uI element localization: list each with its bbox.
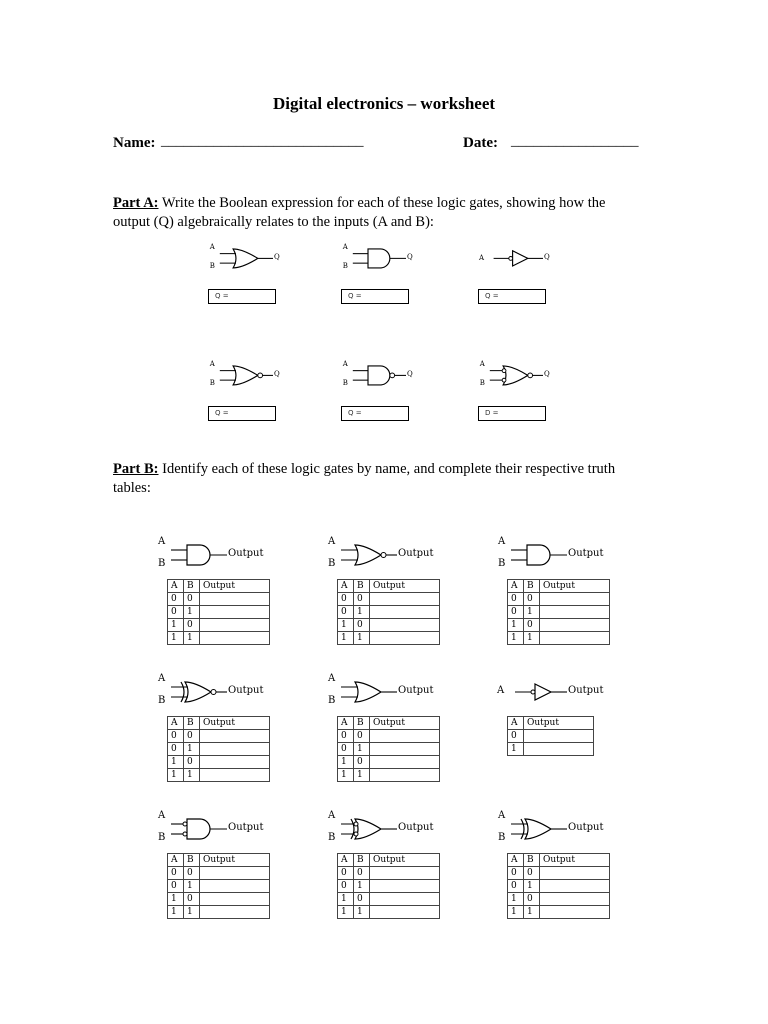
table-row [508,619,610,632]
input-b-label: B [479,378,485,387]
truth-table [337,853,440,919]
input-cell: 0 [508,867,524,880]
header-a: A [168,854,184,867]
input-cell: 0 [168,593,184,606]
input-cell: 1 [508,893,524,906]
table-row [338,756,440,769]
header-b: B [354,717,370,730]
part-b-gate-4 [167,680,287,709]
input-cell: 0 [354,619,370,632]
part-b-gate-5 [337,680,457,709]
input-a-label: A [209,242,215,251]
input-cell: 0 [354,867,370,880]
output-label: Q [273,370,280,379]
output-cell[interactable] [540,619,610,632]
output-cell[interactable] [370,730,440,743]
truth-table [507,853,610,919]
output-cell[interactable] [370,619,440,632]
input-cell: 0 [338,743,354,756]
input-cell: 1 [168,893,184,906]
output-label: Output [398,684,434,696]
output-cell[interactable] [540,880,610,893]
input-cell: 1 [184,632,200,645]
truth-table-header [338,580,440,593]
and-inverted-inputs-gate-symbol [167,817,287,841]
input-a-label: A [328,536,336,547]
table-row [168,880,270,893]
header-a: A [508,854,524,867]
answer-box[interactable]: Q = [341,289,409,304]
input-cell: 1 [184,743,200,756]
output-cell[interactable] [370,743,440,756]
input-a-label: A [328,673,336,684]
output-cell[interactable] [540,867,610,880]
input-b-label: B [158,695,166,706]
table-row [508,906,610,919]
xor-inverted-inputs-gate-symbol [337,817,457,841]
truth-table-header [508,580,610,593]
output-cell[interactable] [200,743,270,756]
header-a: A [168,580,184,593]
output-label: Q [406,253,413,262]
input-cell: 1 [168,769,184,782]
input-cell: 0 [168,880,184,893]
output-cell[interactable] [370,906,440,919]
input-cell: 1 [168,756,184,769]
input-a-label: A [158,810,166,821]
output-cell[interactable] [200,756,270,769]
table-row [508,606,610,619]
output-label: Output [568,821,604,833]
header-output: Output [200,580,270,593]
header-b: B [184,580,200,593]
output-cell[interactable] [370,756,440,769]
input-cell: 1 [508,619,524,632]
header-output: Output [540,854,610,867]
header-b: B [184,717,200,730]
truth-table [167,853,270,919]
output-cell[interactable] [540,893,610,906]
input-b-label: B [498,558,506,569]
output-cell[interactable] [370,880,440,893]
input-a-label: A [498,536,506,547]
output-cell[interactable] [200,632,270,645]
input-cell: 0 [168,867,184,880]
truth-table-header [168,717,270,730]
output-cell[interactable] [200,880,270,893]
input-a-label: A [158,536,166,547]
part-b-gate-6 [507,680,627,709]
input-cell: 0 [354,893,370,906]
input-cell: 1 [524,906,540,919]
header-output: Output [200,854,270,867]
header-a: A [338,854,354,867]
answer-box[interactable]: Q = [208,406,276,421]
input-cell: 0 [184,730,200,743]
input-a-label: A [479,359,485,368]
part-a-text-line1: Write the Boolean expression for each of these logic gates, showing how the [161,195,606,211]
answer-box[interactable]: Q = [208,289,276,304]
truth-table-header [508,717,594,730]
input-cell: 1 [508,632,524,645]
input-a-label: A [342,359,348,368]
output-cell[interactable] [200,906,270,919]
xor-gate-symbol [507,817,627,841]
header-output: Output [370,717,440,730]
table-row [508,632,610,645]
table-row [338,632,440,645]
table-row [508,730,594,743]
part-b-text-line1: Identify each of these logic gates by name, and complete their respective truth [162,461,616,477]
table-row [168,606,270,619]
input-a-label: A [209,359,215,368]
table-row [168,867,270,880]
input-cell: 0 [508,593,524,606]
input-cell: 0 [184,893,200,906]
part-b-gate-8 [337,817,457,846]
part-a-label: Part A: [113,195,159,211]
input-cell: 0 [508,730,524,743]
input-a-label: A [328,810,336,821]
input-cell: 0 [168,606,184,619]
output-label: Q [273,253,280,262]
table-row [338,743,440,756]
truth-table [337,716,440,782]
input-cell: 1 [338,906,354,919]
output-label: Q [543,370,550,379]
input-b-label: B [328,832,336,843]
output-cell[interactable] [200,619,270,632]
input-cell: 1 [338,632,354,645]
truth-table-header [508,854,610,867]
table-row [338,769,440,782]
input-cell: 1 [184,880,200,893]
input-cell: 0 [524,893,540,906]
output-cell[interactable] [370,606,440,619]
input-a-label: A [497,685,505,696]
header-b: B [184,854,200,867]
input-cell: 1 [354,906,370,919]
input-cell: 0 [338,880,354,893]
output-cell[interactable] [370,893,440,906]
and-gate-symbol [167,543,287,567]
input-cell: 1 [354,743,370,756]
part-a-text-line2: output (Q) algebraically relates to the inputs (A and B): [113,214,434,230]
input-cell: 1 [338,769,354,782]
input-cell: 0 [168,730,184,743]
input-cell: 0 [184,619,200,632]
input-cell: 1 [184,906,200,919]
part-b-gate-2 [337,543,457,572]
or-gate-symbol [337,680,457,704]
header-a: A [338,580,354,593]
header-output: Output [200,717,270,730]
table-row [338,880,440,893]
answer-box[interactable]: Q = [341,406,409,421]
output-cell[interactable] [540,593,610,606]
truth-table [167,716,270,782]
input-cell: 0 [184,867,200,880]
xnor-gate-symbol [167,680,287,704]
table-row [338,593,440,606]
input-a-label: A [158,673,166,684]
part-b-text-line2: tables: [113,480,151,496]
output-cell[interactable] [200,769,270,782]
table-row [338,730,440,743]
input-cell: 0 [338,730,354,743]
input-cell: 1 [524,606,540,619]
table-row [508,743,594,756]
output-label: Output [228,547,264,559]
output-label: Output [568,684,604,696]
input-cell: 1 [354,606,370,619]
table-row [168,593,270,606]
table-row [168,743,270,756]
input-cell: 1 [184,606,200,619]
input-cell: 1 [338,756,354,769]
output-cell[interactable] [200,730,270,743]
page-title: Digital electronics – worksheet [272,94,496,113]
truth-table [167,579,270,645]
truth-table-header [168,580,270,593]
answer-box[interactable]: D = [478,406,546,421]
input-cell: 0 [338,867,354,880]
output-cell[interactable] [200,867,270,880]
output-cell[interactable] [524,743,594,756]
truth-table [507,579,610,645]
input-cell: 0 [354,730,370,743]
part-b-instructions [113,460,673,498]
header-b: B [524,854,540,867]
input-cell: 0 [184,593,200,606]
header-a: A [338,717,354,730]
table-row [168,632,270,645]
input-cell: 0 [524,593,540,606]
output-label: Q [406,370,413,379]
date-label: Date: [463,135,498,151]
and-gate-symbol [507,543,627,567]
output-cell[interactable] [200,606,270,619]
table-row [338,606,440,619]
part-b-label: Part B: [113,461,159,477]
input-b-label: B [328,558,336,569]
date-field[interactable]: _________________ [511,133,639,149]
input-cell: 1 [168,632,184,645]
input-a-label: A [342,242,348,251]
output-label: Q [543,253,550,262]
input-cell: 1 [168,906,184,919]
name-label: Name: [113,135,156,151]
output-cell[interactable] [370,632,440,645]
truth-table [337,579,440,645]
table-row [168,619,270,632]
input-cell: 1 [354,880,370,893]
output-cell[interactable] [200,893,270,906]
output-cell[interactable] [540,606,610,619]
table-row [168,756,270,769]
output-label: Output [398,821,434,833]
input-b-label: B [498,832,506,843]
truth-table-header [168,854,270,867]
header-a: A [508,580,524,593]
table-row [338,893,440,906]
header-a: A [508,717,524,730]
part-a-instructions [113,194,673,232]
header-output: Output [370,580,440,593]
input-b-label: B [328,695,336,706]
header-b: B [524,580,540,593]
input-cell: 1 [508,743,524,756]
part-b-gate-9 [507,817,627,846]
input-b-label: B [158,558,166,569]
output-cell[interactable] [540,906,610,919]
truth-table-header [338,854,440,867]
name-field[interactable]: ___________________________ [161,133,364,149]
table-row [338,619,440,632]
header-a: A [168,717,184,730]
part-b-gate-7 [167,817,287,846]
table-row [508,593,610,606]
not-inverted-input-gate-symbol [507,680,627,704]
input-cell: 0 [354,593,370,606]
table-row [168,730,270,743]
input-cell: 1 [338,619,354,632]
input-cell: 1 [354,769,370,782]
output-cell[interactable] [524,730,594,743]
input-b-label: B [342,261,348,270]
part-b-gate-3 [507,543,627,572]
table-row [338,906,440,919]
table-row [168,769,270,782]
output-cell[interactable] [370,867,440,880]
input-a-label: A [479,253,485,262]
table-row [338,867,440,880]
input-b-label: B [209,378,215,387]
part-b-gate-1 [167,543,287,572]
input-b-label: B [209,261,215,270]
output-label: Output [398,547,434,559]
table-row [508,880,610,893]
input-cell: 0 [184,756,200,769]
input-cell: 0 [168,743,184,756]
input-cell: 1 [524,880,540,893]
truth-table [507,716,594,756]
header-output: Output [524,717,594,730]
input-cell: 1 [508,906,524,919]
input-cell: 1 [184,769,200,782]
input-b-label: B [158,832,166,843]
input-cell: 0 [354,756,370,769]
truth-table-header [338,717,440,730]
output-label: Output [228,684,264,696]
table-row [508,893,610,906]
input-cell: 1 [338,893,354,906]
header-b: B [354,580,370,593]
header-b: B [354,854,370,867]
output-cell[interactable] [370,769,440,782]
input-cell: 1 [354,632,370,645]
input-cell: 0 [508,606,524,619]
table-row [168,893,270,906]
output-cell[interactable] [540,632,610,645]
input-cell: 0 [524,867,540,880]
input-cell: 0 [338,593,354,606]
table-row [508,867,610,880]
answer-box[interactable]: Q = [478,289,546,304]
nor-gate-symbol [337,543,457,567]
input-a-label: A [498,810,506,821]
output-label: Output [228,821,264,833]
input-cell: 1 [168,619,184,632]
output-label: Output [568,547,604,559]
header-output: Output [370,854,440,867]
output-cell[interactable] [370,593,440,606]
input-b-label: B [342,378,348,387]
header-output: Output [540,580,610,593]
input-cell: 0 [338,606,354,619]
input-cell: 1 [524,632,540,645]
input-cell: 0 [508,880,524,893]
input-cell: 0 [524,619,540,632]
output-cell[interactable] [200,593,270,606]
table-row [168,906,270,919]
